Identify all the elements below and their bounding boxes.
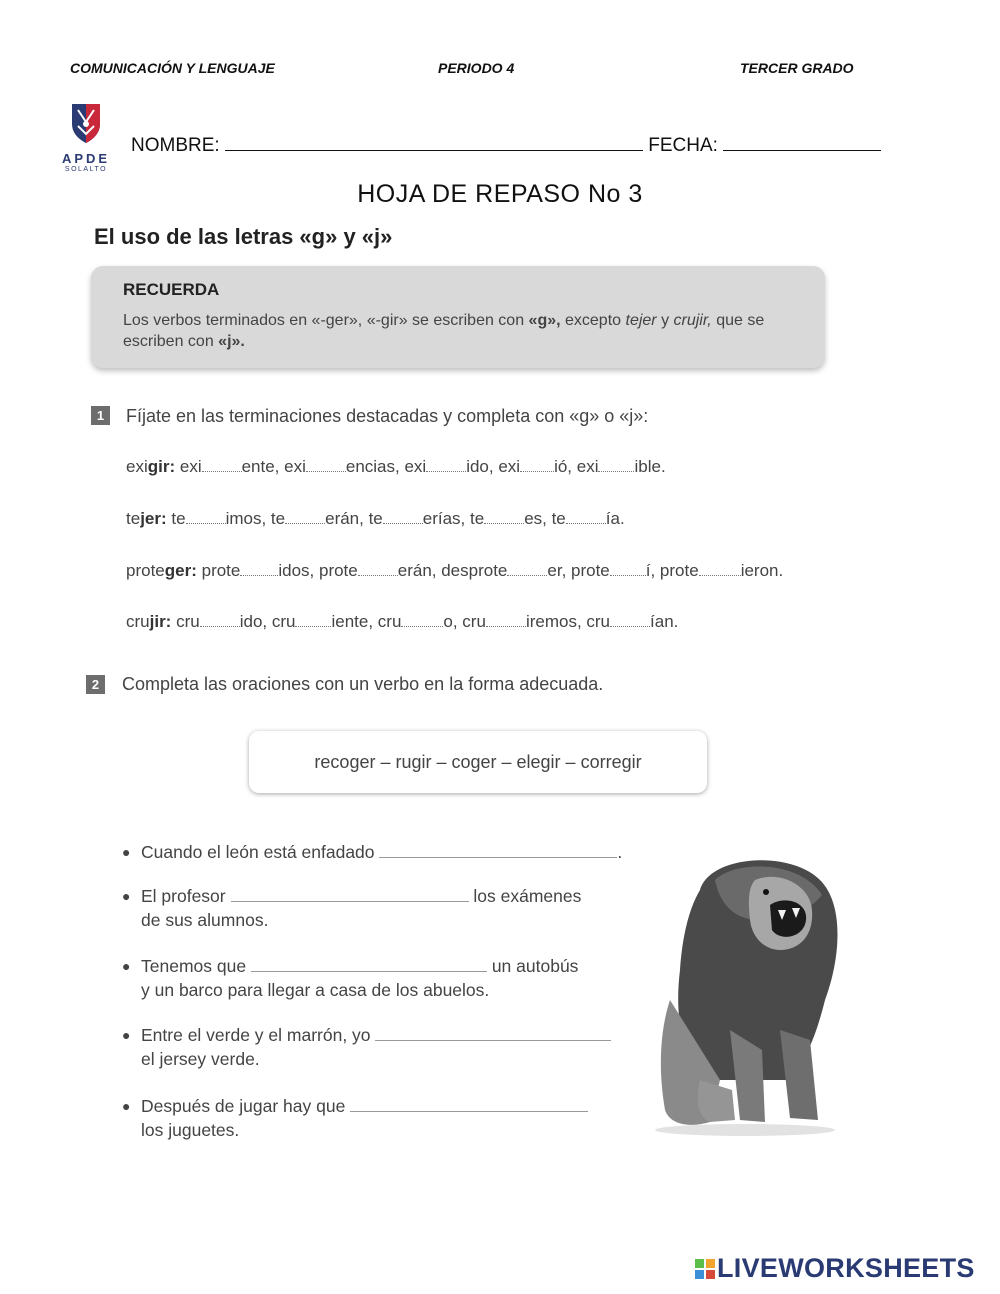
subject-label: COMUNICACIÓN Y LENGUAJE: [70, 60, 275, 76]
recuerda-text: Los verbos terminados en «-ger», «-gir» se escriben con «g», excepto tejer y crujir, que se escriben con «j».: [123, 312, 765, 350]
blank[interactable]: [285, 509, 325, 524]
exercise-1-instruction: Fíjate en las terminaciones destacadas y completa con «g» o «j»:: [126, 406, 649, 426]
sentence-2: ● El profesor los exámenes de sus alumnos.: [122, 886, 582, 930]
date-label: FECHA:: [648, 135, 718, 156]
exercise-1-row-tejer: tejer: te imos, te erán, te erías, te es, te ía.: [126, 509, 625, 528]
blank[interactable]: [358, 561, 398, 576]
period-label: PERIODO 4: [438, 60, 515, 76]
exercise-2-instruction: Completa las oraciones con un verbo en la forma adecuada.: [122, 674, 604, 694]
liveworksheets-mark-icon: [695, 1255, 715, 1275]
name-field[interactable]: [225, 132, 643, 151]
name-label: NOMBRE:: [131, 135, 220, 156]
blank[interactable]: [610, 612, 650, 627]
blank[interactable]: [520, 457, 554, 472]
answer-line[interactable]: [379, 843, 617, 858]
recuerda-box: [91, 266, 825, 368]
blank[interactable]: [240, 561, 278, 576]
school-logo: [58, 102, 114, 172]
answer-line[interactable]: [231, 887, 469, 902]
blank[interactable]: [566, 509, 606, 524]
blank[interactable]: [699, 561, 741, 576]
logo-initials: APDE: [61, 151, 111, 166]
blank[interactable]: [383, 509, 423, 524]
logo-sub: SOLALTO: [64, 166, 108, 173]
section-subtitle: El uso de las letras «g» y «j»: [94, 224, 393, 249]
name-date-row: [131, 132, 881, 157]
sentence-3: ● Tenemos que un autobús y un barco para llegar a casa de los abuelos.: [122, 956, 579, 1000]
blank[interactable]: [598, 457, 634, 472]
answer-line[interactable]: [251, 957, 487, 972]
exercise-2-number: 2: [86, 675, 105, 694]
grade-label: TERCER GRADO: [740, 60, 854, 76]
blank[interactable]: [507, 561, 547, 576]
word-bank: recoger – rugir – coger – elegir – corregir: [249, 731, 707, 793]
exercise-1-row-crujir: crujir: cru ido, cru iente, cru o, cru iremos, cru ían.: [126, 612, 679, 631]
exercise-1-row-proteger: proteger: prote idos, prote erán, desprote er, prote í, prote ieron.: [126, 561, 784, 580]
answer-line[interactable]: [375, 1026, 611, 1041]
answer-line[interactable]: [350, 1097, 588, 1112]
exercise-1-row-exigir: exigir: exi ente, exi encias, exi ido, exi ió, exi ible.: [126, 457, 666, 476]
blank[interactable]: [306, 457, 346, 472]
blank[interactable]: [401, 612, 443, 627]
blank[interactable]: [610, 561, 646, 576]
exercise-1-number: 1: [91, 406, 110, 425]
liveworksheets-logo: LIVEWORKSHEETS: [695, 1253, 975, 1284]
blank[interactable]: [186, 509, 226, 524]
page-title: HOJA DE REPASO No 3: [357, 180, 643, 208]
sentence-1: ● Cuando el león está enfadado .: [122, 842, 623, 862]
sentence-5: ● Después de jugar hay que los juguetes.: [122, 1094, 642, 1144]
blank[interactable]: [295, 612, 331, 627]
blank[interactable]: [202, 457, 242, 472]
sentence-4: ● Entre el verde y el marrón, yo el jersey verde.: [122, 1023, 642, 1073]
roaring-lion-image: [640, 850, 850, 1140]
blank[interactable]: [426, 457, 466, 472]
blank[interactable]: [200, 612, 240, 627]
date-field[interactable]: [723, 132, 881, 151]
blank[interactable]: [484, 509, 524, 524]
school-shield-icon: [58, 102, 114, 144]
recuerda-title: RECUERDA: [123, 280, 220, 299]
blank[interactable]: [486, 612, 526, 627]
